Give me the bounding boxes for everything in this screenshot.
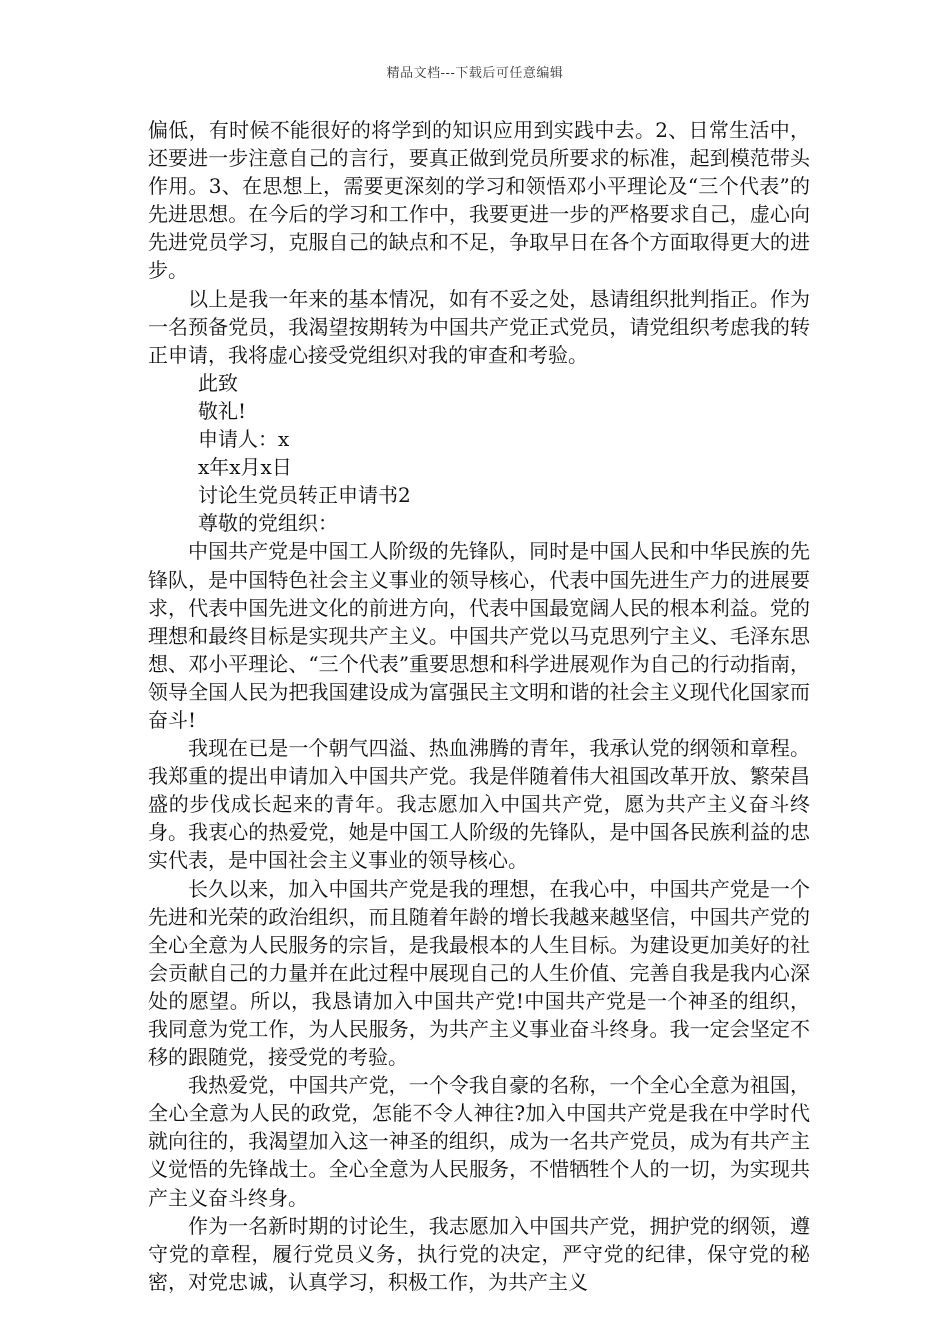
page-header: 精品文档---下载后可任意编辑: [386, 66, 564, 81]
paragraph-love-party: 我热爱党，中国共产党，一个令我自豪的名称，一个全心全意为祖国，全心全意为人民的政党，怎能不令人神往?加入中国共产党是我在中学时代就向往的，我渴望加入这一神圣的组织，成为一名共产党员，成为有共产主义觉悟的先锋战士。全心全意为人民服务，不惜牺牲个人的一切，为实现共产主义奋斗终身。: [148, 1073, 810, 1210]
section-title: 讨论生党员转正申请书2: [198, 483, 411, 508]
paragraph-party-intro: 中国共产党是中国工人阶级的先锋队，同时是中国人民和中华民族的先锋队，是中国特色社会主义事业的领导核心，代表中国先进生产力的进展要求，代表中国先进文化的前进方向，代表中国最宽阔人民的根本利益。党的理想和最终目标是实现共产主义。中国共产党以马克思列宁主义、毛泽东思想、邓小平理论、“三个代表”重要思想和科学进展观作为自己的行动指南，领导全国人民为把我国建设成为富强民主文明和谐的社会主义现代化国家而奋斗!: [148, 539, 810, 732]
paragraph-youth: 我现在已是一个朝气四溢、热血沸腾的青年，我承认党的纲领和章程。我郑重的提出申请加入中国共产党。我是伴随着伟大祖国改革开放、繁荣昌盛的步伐成长起来的青年。我志愿加入中国共产党，愿为共产主义奋斗终身。我衷心的热爱党，她是中国工人阶级的先锋队，是中国各民族利益的忠实代表，是中国社会主义事业的领导核心。: [148, 736, 810, 873]
paragraph-new-era: 作为一名新时期的讨论生，我志愿加入中国共产党，拥护党的纲领，遵守党的章程，履行党员义务，执行党的决定，严守党的纪律，保守党的秘密，对党忠诚，认真学习，积极工作，为共产主义: [148, 1213, 810, 1294]
date-line: x年x月x日: [198, 455, 292, 480]
greeting-line: 尊敬的党组织：: [198, 511, 338, 536]
paragraph-ideal: 长久以来，加入中国共产党是我的理想，在我心中，中国共产党是一个先进和光荣的政治组织，而且随着年龄的增长我越来越坚信，中国共产党的全心全意为人民服务的宗旨，是我最根本的人生目标。为建设更加美好的社会贡献自己的力量并在此过程中展现自己的人生价值、完善自我是我内心深处的愿望。所以，我恳请加入中国共产党!中国共产党是一个神圣的组织，我同意为党工作，为人民服务，为共产主义事业奋斗终身。我一定会坚定不移的跟随党，接受党的考验。: [148, 876, 810, 1070]
paragraph-continued: 偏低，有时候不能很好的将学到的知识应用到实践中去。2、日常生活中，还要进一步注意自己的言行，要真正做到党员所要求的标准，起到模范带头作用。3、在思想上，需要更深刻的学习和领悟邓小平理论及“三个代表”的先进思想。在今后的学习和工作中，我要更进一步的严格要求自己，虚心向先进党员学习，克服自己的缺点和不足，争取早日在各个方面取得更大的进步。: [148, 118, 810, 283]
document-body: [148, 116, 810, 1296]
applicant-line: 申请人：x: [198, 427, 290, 452]
salutation-regards: 敬礼!: [198, 398, 247, 423]
salutation-closing: 此致: [198, 370, 238, 395]
paragraph-summary: 以上是我一年来的基本情况，如有不妥之处，恳请组织批判指正。作为一名预备党员，我渴望按期转为中国共产党正式党员，请党组织考虑我的转正申请，我将虚心接受党组织对我的审查和考验。: [148, 286, 810, 367]
